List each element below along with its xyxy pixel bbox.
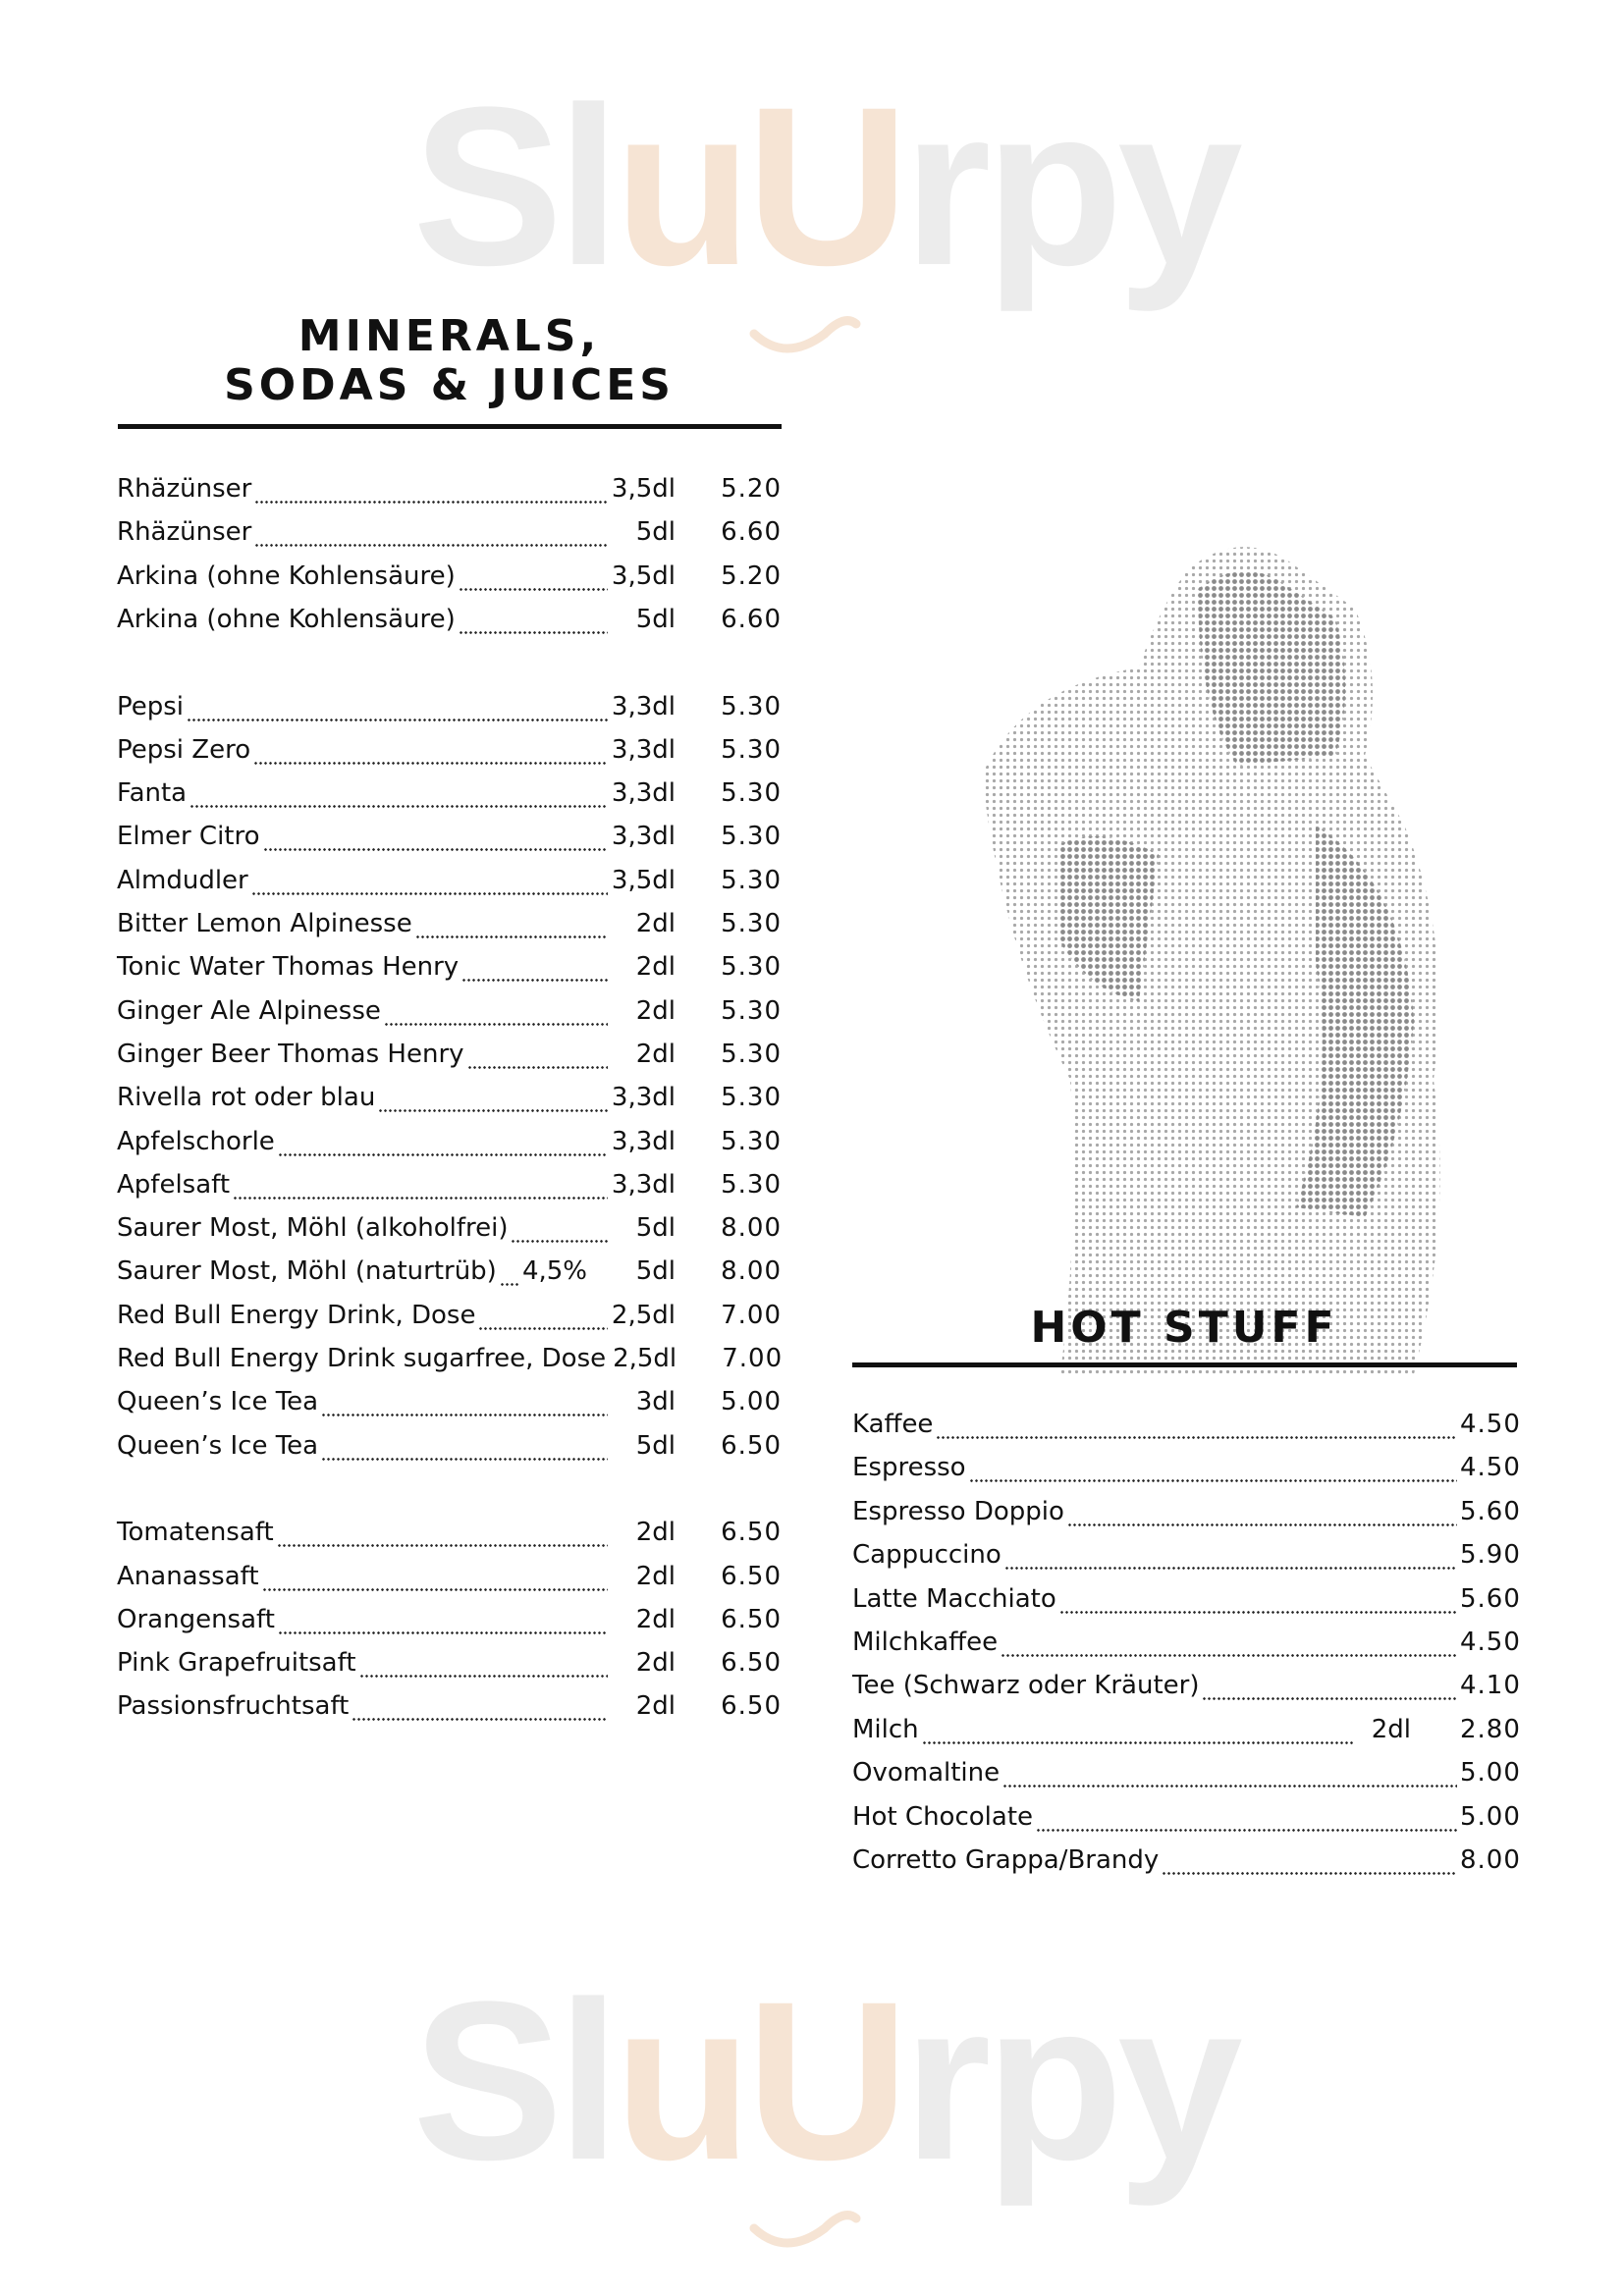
dot-leader — [459, 564, 608, 592]
item-price: 6.50 — [721, 1648, 782, 1679]
item-name: Ovomaltine — [852, 1758, 1001, 1789]
dot-leader — [352, 1694, 608, 1722]
dot-leader — [253, 738, 608, 766]
item-price: 5.30 — [721, 1169, 782, 1200]
dot-leader — [187, 695, 608, 722]
item-price: 5.30 — [721, 1039, 782, 1069]
item-name: Red Bull Energy Drink, Dose — [117, 1300, 476, 1330]
menu-item — [852, 1615, 1521, 1658]
item-volume: 2dl — [635, 995, 676, 1026]
menu-item — [117, 1201, 782, 1244]
item-name: Saurer Most, Möhl (alkoholfrei) — [117, 1213, 509, 1244]
item-price: 6.50 — [721, 1561, 782, 1591]
item-volume: 2dl — [1371, 1714, 1411, 1744]
dot-leader — [278, 1130, 608, 1157]
menu-item — [117, 722, 782, 766]
item-price: 5.00 — [721, 1387, 782, 1417]
item-price: 5.30 — [721, 952, 782, 983]
dot-leader — [1002, 1761, 1457, 1789]
dot-leader — [278, 1608, 608, 1635]
item-price: 8.00 — [1460, 1845, 1521, 1875]
item-name: Ginger Beer Thomas Henry — [117, 1039, 464, 1069]
item-price: 5.30 — [721, 995, 782, 1026]
dot-leader — [500, 1259, 519, 1287]
dot-leader — [511, 1216, 608, 1244]
item-name: Ginger Ale Alpinesse — [117, 995, 381, 1026]
dot-leader — [384, 999, 608, 1027]
item-price: 4.50 — [1460, 1410, 1521, 1439]
menu-item — [117, 1157, 782, 1201]
menu-item — [117, 1114, 782, 1157]
item-volume: 3,3dl — [611, 1083, 676, 1113]
item-volume: 2dl — [635, 1561, 676, 1591]
item-name: Rhäzünser — [117, 474, 252, 504]
item-name: Tonic Water Thomas Henry — [117, 952, 460, 983]
item-price: 6.60 — [721, 604, 782, 634]
menu-item — [852, 1527, 1521, 1571]
menu-item — [117, 679, 782, 722]
item-name: Tomatensaft — [117, 1518, 274, 1548]
menu-item — [117, 984, 782, 1027]
menu-item — [117, 505, 782, 548]
menu-item — [117, 1244, 782, 1287]
item-name: Saurer Most, Möhl (naturtrüb) — [117, 1256, 497, 1287]
item-price: 5.00 — [1460, 1801, 1521, 1832]
item-price: 6.50 — [721, 1518, 782, 1548]
menu-item — [852, 1484, 1521, 1527]
item-volume: 3,3dl — [611, 734, 676, 765]
item-volume: 2dl — [635, 1691, 676, 1722]
menu-item — [852, 1572, 1521, 1615]
menu-item — [117, 1027, 782, 1070]
dot-leader — [1162, 1848, 1457, 1876]
dot-leader — [321, 1390, 608, 1417]
menu-item — [117, 853, 782, 896]
menu-item — [117, 1374, 782, 1417]
item-name: Almdudler — [117, 865, 248, 895]
item-volume: 3,5dl — [611, 561, 676, 591]
item-name: Bitter Lemon Alpinesse — [117, 909, 412, 938]
item-volume: 5dl — [635, 1430, 676, 1461]
menu-item — [117, 592, 782, 635]
dot-leader — [378, 1086, 608, 1113]
item-volume: 5dl — [635, 1256, 676, 1287]
item-price: 5.30 — [721, 1126, 782, 1156]
item-volume: 2dl — [635, 1039, 676, 1069]
item-name: Pepsi Zero — [117, 734, 251, 765]
item-price: 6.60 — [721, 517, 782, 548]
item-name: Kaffee — [852, 1410, 934, 1439]
item-price: 7.00 — [721, 1300, 782, 1330]
item-name: Espresso — [852, 1453, 966, 1483]
dot-leader — [277, 1521, 608, 1548]
minerals-title — [118, 312, 781, 410]
watermark-logo-top: SluUrpy — [412, 60, 1237, 312]
item-volume: 2dl — [635, 909, 676, 938]
menu-item — [117, 1288, 782, 1331]
item-name: Arkina (ohne Kohlensäure) — [117, 604, 456, 634]
item-price: 4.10 — [1460, 1671, 1521, 1701]
item-volume: 2dl — [635, 1604, 676, 1634]
item-price: 5.30 — [721, 691, 782, 721]
minerals-title-line2: SODAS & JUICES — [224, 360, 675, 410]
menu-item — [852, 1789, 1521, 1833]
item-volume: 2,5dl — [611, 1300, 676, 1330]
item-name: Milchkaffee — [852, 1628, 999, 1657]
item-price: 5.00 — [1460, 1758, 1521, 1789]
menu-item — [117, 809, 782, 852]
menu-item — [117, 766, 782, 809]
halftone-photo-drinker — [943, 530, 1492, 1374]
item-price: 2.80 — [1460, 1714, 1521, 1744]
dot-leader — [415, 912, 608, 939]
item-price: 5.30 — [721, 822, 782, 852]
item-price: 5.60 — [1460, 1496, 1521, 1526]
dot-leader — [1059, 1587, 1457, 1615]
item-volume: 3,3dl — [611, 822, 676, 852]
item-volume: 5dl — [635, 1213, 676, 1244]
item-name: Ananassaft — [117, 1561, 259, 1591]
item-price: 5.20 — [721, 474, 782, 504]
item-price: 7.00 — [722, 1344, 784, 1373]
item-name: Elmer Citro — [117, 822, 260, 852]
item-name: Apfelschorle — [117, 1126, 275, 1156]
item-name: Corretto Grappa/Brandy — [852, 1845, 1160, 1875]
dot-leader — [467, 1042, 608, 1070]
item-price: 5.60 — [1460, 1583, 1521, 1614]
item-name: Cappuccino — [852, 1540, 1001, 1571]
item-price: 4.50 — [1460, 1628, 1521, 1657]
dot-leader — [1036, 1805, 1457, 1833]
menu-item — [117, 549, 782, 592]
menu-item — [852, 1440, 1521, 1483]
dot-leader — [922, 1718, 1355, 1745]
item-price: 5.30 — [721, 865, 782, 895]
item-volume: 3,3dl — [611, 1126, 676, 1156]
menu-item — [852, 1745, 1521, 1789]
item-price: 8.00 — [721, 1256, 782, 1287]
item-name: Queen’s Ice Tea — [117, 1430, 319, 1461]
hot-stuff-title-rule — [852, 1362, 1517, 1367]
item-name: Pink Grapefruitsaft — [117, 1648, 356, 1679]
item-volume: 3,3dl — [611, 1169, 676, 1200]
item-price: 4.50 — [1460, 1453, 1521, 1483]
minerals-title-rule — [118, 424, 782, 429]
hot-stuff-title: HOT STUFF — [1030, 1303, 1338, 1353]
dot-leader — [251, 869, 608, 896]
menu-item — [117, 461, 782, 505]
dot-leader — [321, 1434, 608, 1462]
dot-leader — [263, 825, 608, 852]
menu-item — [117, 1418, 782, 1462]
item-price: 6.50 — [721, 1691, 782, 1722]
item-name: Apfelsaft — [117, 1169, 231, 1200]
item-volume: 3,5dl — [611, 474, 676, 504]
dot-leader — [262, 1565, 608, 1592]
minerals-title-line1: MINERALS, — [298, 311, 601, 361]
dot-leader — [478, 1304, 608, 1331]
menu-item — [117, 1505, 782, 1548]
item-volume: 2dl — [635, 1518, 676, 1548]
dot-leader — [359, 1651, 608, 1679]
item-name: Orangensaft — [117, 1604, 275, 1634]
dot-leader — [1202, 1674, 1457, 1701]
menu-item — [117, 896, 782, 939]
dot-leader — [1004, 1543, 1457, 1571]
dot-leader — [1001, 1630, 1457, 1658]
dot-leader — [189, 781, 608, 809]
item-name: Milch — [852, 1714, 919, 1744]
dot-leader — [1067, 1500, 1457, 1527]
item-volume: 5dl — [635, 517, 676, 548]
menu-item — [852, 1658, 1521, 1701]
item-name: Red Bull Energy Drink sugarfree, Dose — [117, 1344, 607, 1373]
item-volume: 5dl — [635, 604, 676, 634]
watermark-logo-bottom: SluUrpy — [412, 1954, 1237, 2207]
item-name: Rivella rot oder blau — [117, 1083, 376, 1113]
menu-item — [117, 1635, 782, 1679]
item-price: 5.30 — [721, 1083, 782, 1113]
menu-item — [117, 1679, 782, 1722]
menu-item — [852, 1702, 1521, 1745]
item-name: Queen’s Ice Tea — [117, 1387, 319, 1417]
item-price: 5.30 — [721, 909, 782, 938]
item-name: Fanta — [117, 778, 188, 809]
menu-item — [117, 1070, 782, 1113]
menu-item — [852, 1833, 1521, 1876]
item-volume: 3dl — [635, 1387, 676, 1417]
menu-item — [852, 1397, 1521, 1440]
item-name: Arkina (ohne Kohlensäure) — [117, 561, 456, 591]
menu-item — [117, 1549, 782, 1592]
item-price: 5.30 — [721, 734, 782, 765]
item-name: Espresso Doppio — [852, 1496, 1064, 1526]
item-volume: 2,5dl — [613, 1344, 677, 1373]
item-name: Hot Chocolate — [852, 1801, 1034, 1832]
item-price: 5.90 — [1460, 1540, 1521, 1571]
menu-item — [117, 939, 782, 983]
menu-item — [117, 1331, 782, 1374]
item-price: 5.20 — [721, 561, 782, 591]
dot-leader — [254, 520, 608, 548]
item-price: 6.50 — [721, 1604, 782, 1634]
item-price: 8.00 — [721, 1213, 782, 1244]
item-alcohol: 4,5% — [521, 1256, 587, 1287]
item-name: Passionsfruchtsaft — [117, 1691, 350, 1722]
item-volume: 3,5dl — [611, 865, 676, 895]
item-price: 6.50 — [721, 1430, 782, 1461]
item-name: Pepsi — [117, 691, 185, 721]
dot-leader — [936, 1413, 1457, 1440]
dot-leader — [969, 1456, 1457, 1483]
item-name: Rhäzünser — [117, 517, 252, 548]
dot-leader — [233, 1173, 608, 1201]
item-volume: 3,3dl — [611, 691, 676, 721]
dot-leader — [459, 608, 608, 635]
item-name: Latte Macchiato — [852, 1583, 1056, 1614]
item-volume: 2dl — [635, 1648, 676, 1679]
dot-leader — [461, 955, 608, 983]
item-volume: 3,3dl — [611, 778, 676, 809]
item-volume: 2dl — [635, 952, 676, 983]
menu-item — [117, 1592, 782, 1635]
watermark-swirl-bottom — [746, 2189, 864, 2258]
item-price: 5.30 — [721, 778, 782, 809]
dot-leader — [254, 477, 608, 505]
item-name: Tee (Schwarz oder Kräuter) — [852, 1671, 1200, 1701]
